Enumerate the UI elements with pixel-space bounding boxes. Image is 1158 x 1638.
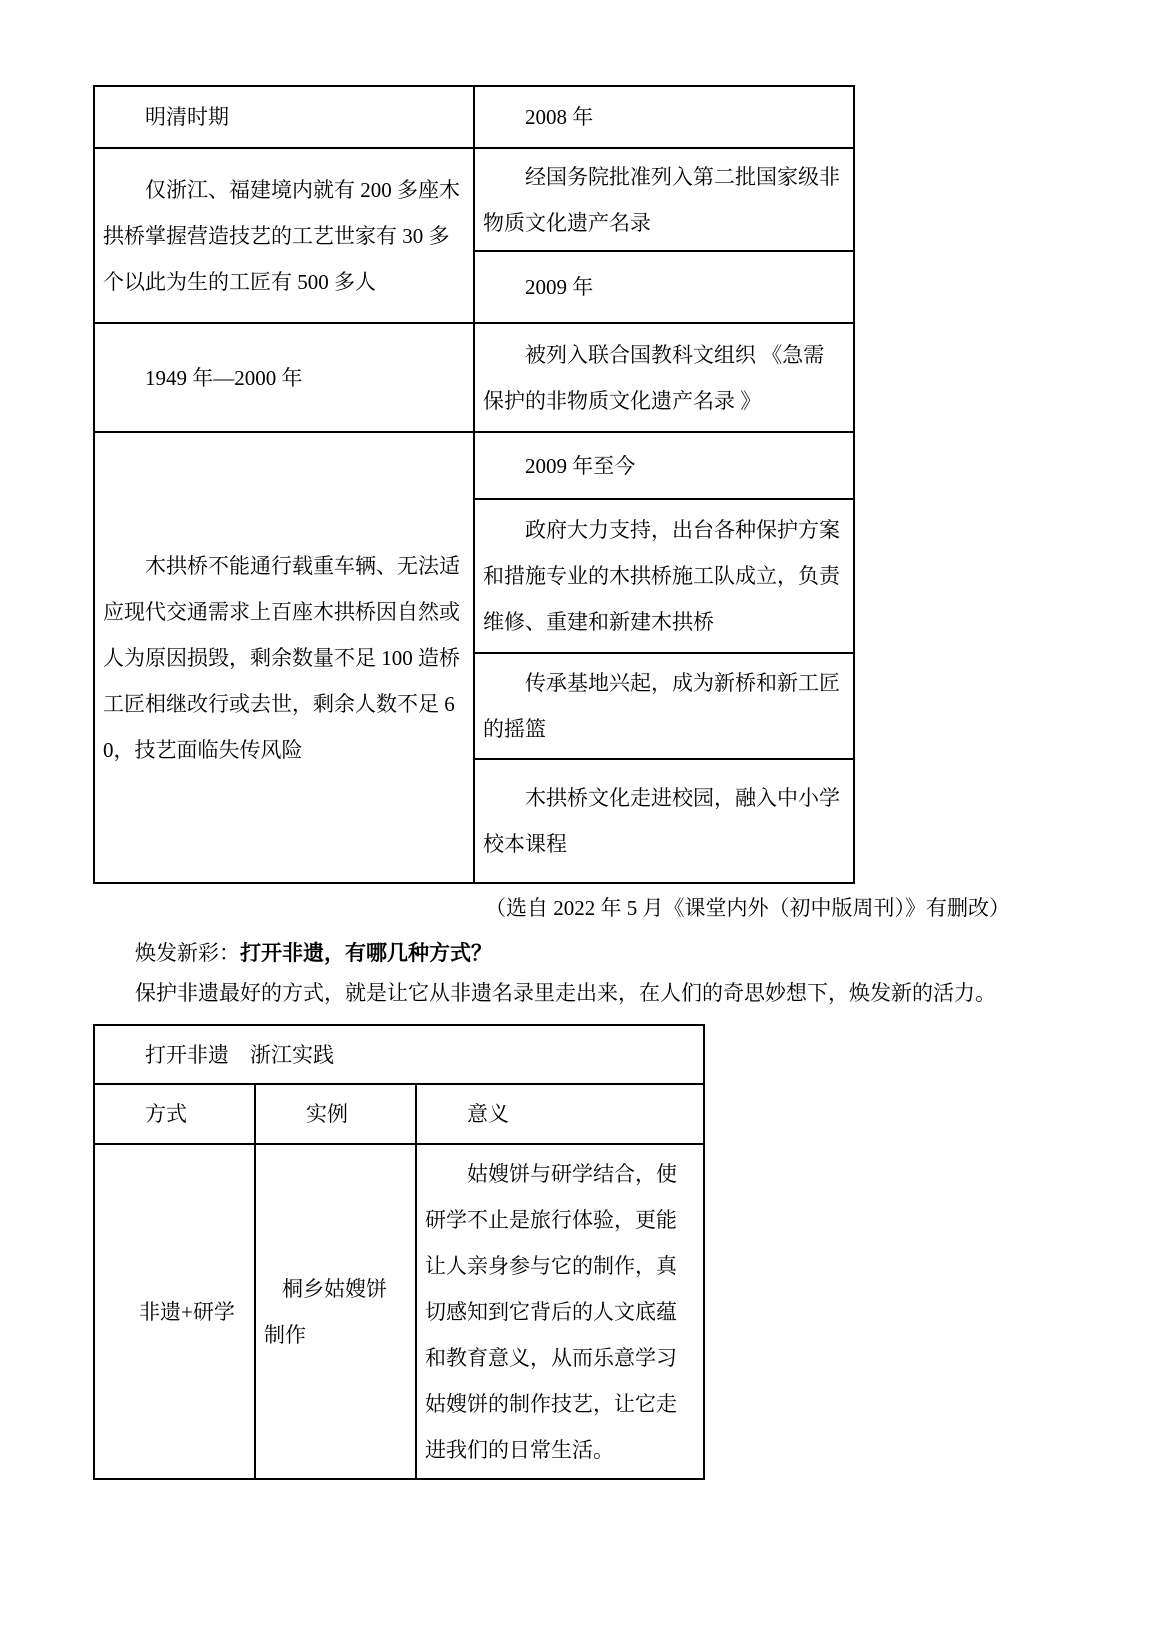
event-cell: 经国务院批准列入第二批国家级非物质文化遗产名录 bbox=[474, 148, 854, 251]
period-cell: 1949 年—2000 年 bbox=[94, 323, 474, 432]
significance-cell: 姑嫂饼与研学结合，使研学不止是旅行体验，更能让人亲身参与它的制作，真切感知到它背后的人文底蕴和教育意义，从而乐意学习姑嫂饼的制作技艺，让它走进我们的日常生活。 bbox=[416, 1144, 704, 1479]
practice-table-title: 打开非遗 浙江实践 bbox=[94, 1025, 704, 1084]
period-cell: 仅浙江、福建境内就有 200 多座木拱桥掌握营造技艺的工艺世家有 30 多个以此为生的工匠有 500 多人 bbox=[94, 148, 474, 323]
source-citation: （选自 2022 年 5 月《课堂内外（初中版周刊）》有删改） bbox=[485, 896, 1010, 920]
event-cell: 2009 年 bbox=[474, 251, 854, 323]
event-cell: 2008 年 bbox=[474, 86, 854, 148]
section-heading-label: 焕发新彩： bbox=[135, 941, 240, 965]
example-cell: 桐乡姑嫂饼制作 bbox=[255, 1144, 416, 1479]
period-cell: 木拱桥不能通行载重车辆、无法适应现代交通需求上百座木拱桥因自然或人为原因损毁，剩余数量不足 100 造桥工匠相继改行或去世，剩余人数不足 60，技艺面临失传风险 bbox=[94, 432, 474, 883]
period-cell: 明清时期 bbox=[94, 86, 474, 148]
column-header-example: 实例 bbox=[255, 1084, 416, 1144]
intro-paragraph: 保护非遗最好的方式，就是让它从非遗名录里走出来，在人们的奇思妙想下，焕发新的活力。 bbox=[135, 981, 996, 1005]
practice-table bbox=[93, 1024, 705, 1480]
column-header-significance: 意义 bbox=[416, 1084, 704, 1144]
section-heading-question: 打开非遗，有哪几种方式？ bbox=[240, 941, 492, 965]
event-cell: 传承基地兴起，成为新桥和新工匠的摇篮 bbox=[474, 653, 854, 759]
event-cell: 被列入联合国教科文组织 《急需保护的非物质文化遗产名录 》 bbox=[474, 323, 854, 432]
event-cell: 政府大力支持，出台各种保护方案和措施专业的木拱桥施工队成立，负责维修、重建和新建木拱桥 bbox=[474, 499, 854, 653]
method-cell: 非遗+研学 bbox=[94, 1144, 255, 1479]
timeline-table bbox=[93, 85, 855, 884]
section-heading bbox=[135, 939, 492, 967]
column-header-method: 方式 bbox=[94, 1084, 255, 1144]
event-cell: 2009 年至今 bbox=[474, 432, 854, 499]
event-cell: 木拱桥文化走进校园，融入中小学校本课程 bbox=[474, 759, 854, 883]
